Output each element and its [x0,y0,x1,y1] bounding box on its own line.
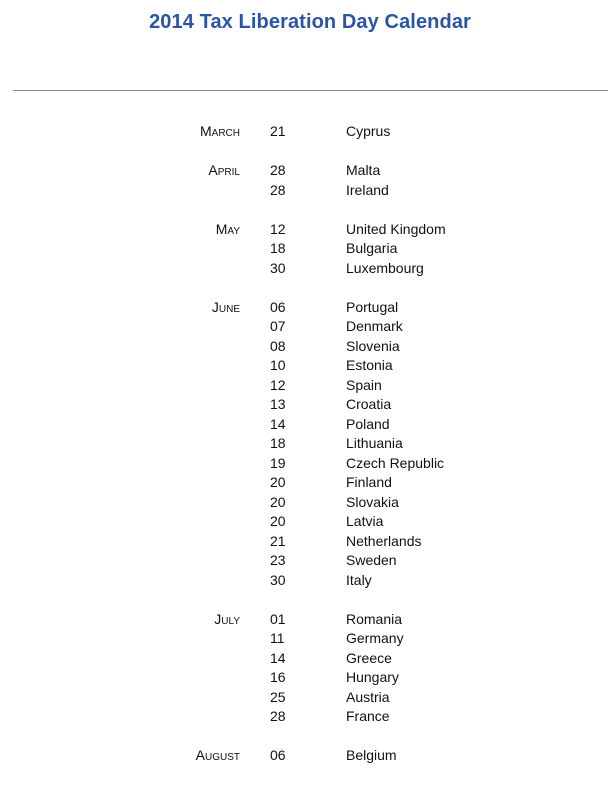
calendar-row [0,181,610,201]
calendar-row [0,376,610,396]
country-name: United Kingdom [346,220,446,237]
calendar-row [0,512,610,532]
day-value: 12 [270,376,286,393]
day-value: 25 [270,688,286,705]
day-value: 21 [270,123,286,139]
country-name: Denmark [346,318,403,334]
calendar-row [0,746,610,766]
country-name: Ireland [346,181,389,198]
country-name: Greece [346,649,392,666]
day-value: 01 [270,610,286,627]
calendar-table [0,122,610,785]
calendar-row [0,161,610,181]
calendar-row [0,493,610,513]
calendar-row [0,668,610,688]
day-value: 14 [270,649,286,666]
country-name: Croatia [346,396,392,412]
day-value: 18 [270,435,286,451]
month-group [0,161,610,200]
country-name: Romania [346,610,403,627]
day-value: 20 [270,513,286,529]
country-name: Cyprus [346,123,391,139]
calendar-row [0,688,610,708]
country-name: Finland [346,474,392,490]
calendar-row [0,220,610,240]
day-value: 28 [270,708,286,724]
month-group [0,610,610,727]
day-value: 20 [270,474,286,490]
month-label: April [208,162,240,178]
month-label: July [214,610,240,627]
month-group [0,746,610,766]
day-value: 06 [270,298,286,315]
day-value: 21 [270,532,286,549]
country-name: Sweden [346,552,397,568]
day-value: 11 [270,630,285,646]
calendar-row [0,298,610,318]
calendar-row [0,395,610,415]
country-name: Austria [346,688,390,705]
day-value: 14 [270,415,286,432]
calendar-row [0,337,610,357]
country-name: Portugal [346,298,399,315]
calendar-row [0,571,610,591]
country-name: Lithuania [346,435,403,451]
country-name: Luxembourg [346,259,424,276]
calendar-row [0,415,610,435]
day-value: 06 [270,747,286,763]
country-name: Germany [346,630,404,646]
day-value: 13 [270,396,286,412]
country-name: Belgium [346,747,397,763]
month-group [0,122,610,142]
day-value: 08 [270,337,286,354]
day-value: 30 [270,259,286,276]
calendar-row [0,434,610,454]
day-value: 23 [270,552,286,568]
country-name: Malta [346,162,381,178]
calendar-row [0,649,610,669]
country-name: Netherlands [346,532,422,549]
day-value: 12 [270,220,286,237]
day-value: 28 [270,181,286,198]
country-name: Estonia [346,357,393,373]
country-name: Slovenia [346,337,400,354]
calendar-row [0,356,610,376]
day-value: 07 [270,318,286,334]
day-value: 10 [270,357,286,373]
country-name: Spain [346,376,382,393]
calendar-row [0,122,610,142]
calendar-row [0,473,610,493]
horizontal-divider [13,90,608,91]
country-name: Poland [346,415,390,432]
calendar-row [0,610,610,630]
calendar-row [0,532,610,552]
country-name: Czech Republic [346,454,445,471]
country-name: Italy [346,571,372,588]
day-value: 30 [270,571,286,588]
day-value: 19 [270,454,286,471]
month-label: August [195,747,240,763]
month-label: March [200,123,240,139]
day-value: 16 [270,669,286,685]
month-label: May [215,220,240,237]
calendar-row [0,259,610,279]
country-name: Bulgaria [346,240,398,256]
country-name: Slovakia [346,493,399,510]
country-name: France [346,708,390,724]
calendar-row [0,454,610,474]
country-name: Latvia [346,513,384,529]
country-name: Hungary [346,669,399,685]
page-title: 2014 Tax Liberation Day Calendar [149,11,471,33]
day-value: 18 [270,240,286,256]
month-group [0,298,610,591]
calendar-row [0,551,610,571]
calendar-row [0,629,610,649]
day-value: 20 [270,493,286,510]
calendar-row [0,239,610,259]
calendar-row [0,707,610,727]
calendar-row [0,317,610,337]
month-group [0,220,610,279]
month-label: June [211,298,240,315]
day-value: 28 [270,162,286,178]
